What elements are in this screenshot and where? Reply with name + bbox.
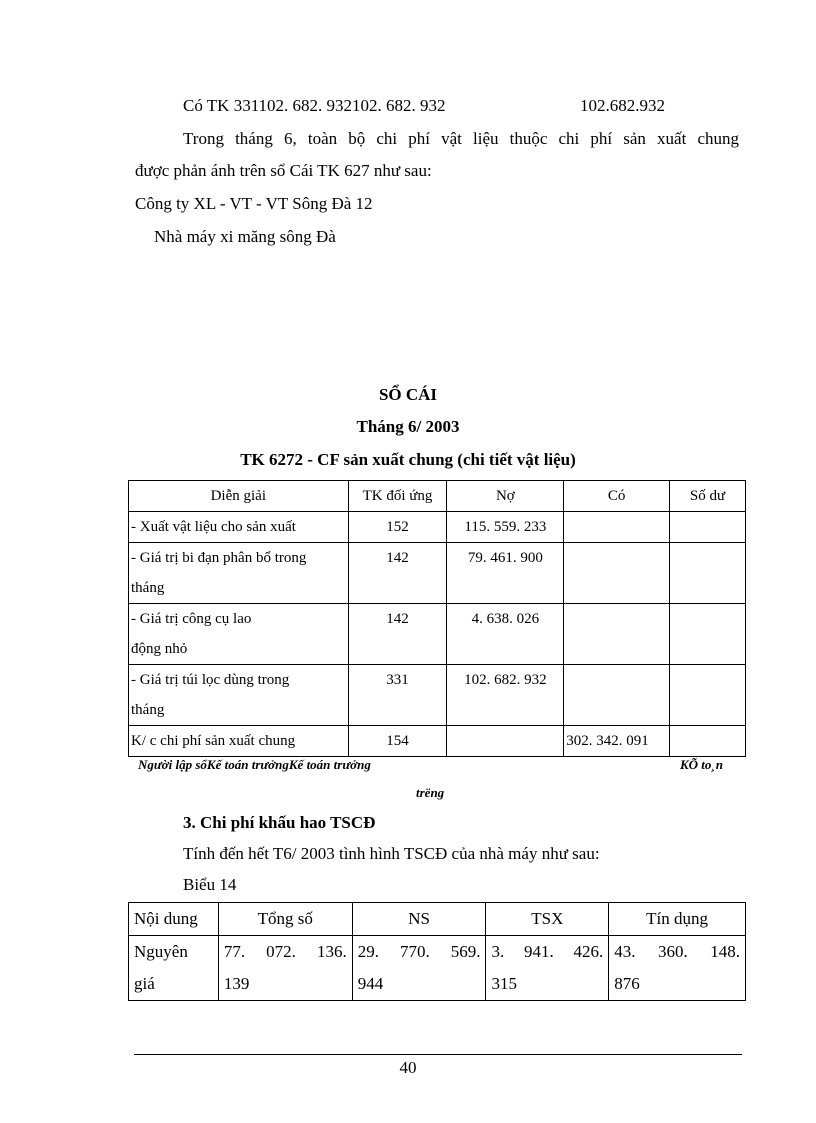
ledger-cell-desc — [129, 665, 349, 726]
tscd-cell-ns — [352, 936, 486, 1001]
ledger-cell-tk: 152 — [348, 512, 447, 543]
tscd-cell-label — [129, 936, 219, 1001]
tscd-line: 29. 770. 569. — [357, 942, 481, 961]
ledger-desc-line: tháng — [131, 702, 165, 718]
ledger-cell-du — [670, 512, 746, 543]
tscd-cell-tsx — [486, 936, 609, 1001]
ledger-account: TK 6272 - CF sản xuất chung (chi tiết vật liệu) — [240, 450, 576, 469]
intro-line-2: Trong tháng 6, toàn bộ chi phí vật liệu thuộc chi phí sản xuất chung — [183, 129, 739, 148]
footer-divider — [134, 1054, 742, 1055]
section-heading: 3. Chi phí khấu hao TSCĐ — [183, 813, 376, 832]
tscd-header-row — [129, 903, 746, 936]
tscd-cell-total — [218, 936, 352, 1001]
tscd-line: 77. 072. 136. — [223, 942, 347, 961]
tscd-line: 944 — [357, 974, 384, 993]
table-row — [129, 936, 746, 1001]
ledger-header-row — [129, 481, 746, 512]
ledger-cell-du — [670, 604, 746, 665]
ledger-cell-tk: 331 — [348, 665, 447, 726]
ledger-desc-line: - Giá trị bi đạn phân bổ trong — [131, 550, 307, 566]
ledger-cell-desc — [129, 543, 349, 604]
ledger-cell-tk: 142 — [348, 543, 447, 604]
ledger-desc-line: tháng — [131, 580, 165, 596]
ledger-cell-du — [670, 665, 746, 726]
section-label: Biểu 14 — [183, 875, 237, 894]
ledger-desc-line: K/ c chi phí sản xuất chung — [131, 733, 296, 749]
factory-name: Nhà máy xi măng sông Đà — [154, 227, 336, 246]
tscd-line: 3. 941. 426. — [491, 942, 604, 961]
ledger-cell-tk: 142 — [348, 604, 447, 665]
ledger-table — [128, 480, 746, 757]
ledger-header-co: Có — [564, 481, 670, 512]
intro-line-3: được phản ánh trên sổ Cái TK 627 như sau: — [135, 161, 432, 180]
intro-line-1-left: Có TK 331102. 682. 932102. 682. 932 — [183, 96, 446, 115]
ledger-cell-co — [564, 604, 670, 665]
company-name: Công ty XL - VT - VT Sông Đà 12 — [135, 194, 373, 213]
ledger-header-du: Số dư — [670, 481, 746, 512]
ledger-month: Tháng 6/ 2003 — [356, 417, 460, 436]
ledger-desc-line: - Giá trị công cụ lao — [131, 611, 252, 627]
tscd-header-total: Tổng số — [218, 903, 352, 936]
ledger-cell-co — [564, 665, 670, 726]
signature-wrap: trëng — [416, 785, 445, 800]
tscd-header-credit: Tín dụng — [609, 903, 746, 936]
tscd-line: Nguyên — [134, 942, 188, 961]
ledger-cell-no: 102. 682. 932 — [447, 665, 564, 726]
ledger-header-no: Nợ — [447, 481, 564, 512]
section-text: Tính đến hết T6/ 2003 tình hình TSCĐ của nhà máy như sau: — [183, 844, 600, 863]
ledger-cell-no: 79. 461. 900 — [447, 543, 564, 604]
ledger-desc-line: - Xuất vật liệu cho sản xuất — [131, 519, 296, 535]
tscd-line: 315 — [491, 974, 517, 993]
ledger-cell-desc — [129, 726, 349, 757]
table-row — [129, 512, 746, 543]
signature-right: KÕ to¸n — [680, 757, 723, 772]
ledger-cell-no: 115. 559. 233 — [447, 512, 564, 543]
tscd-table — [128, 902, 746, 1001]
ledger-cell-desc — [129, 604, 349, 665]
tscd-line: 43. 360. 148. — [614, 942, 740, 961]
tscd-header-ns: NS — [352, 903, 486, 936]
intro-line-1-right: 102.682.932 — [580, 96, 665, 115]
tscd-header-tsx: TSX — [486, 903, 609, 936]
tscd-line: giá — [134, 974, 155, 993]
ledger-cell-du — [670, 543, 746, 604]
tscd-header-content: Nội dung — [129, 903, 219, 936]
ledger-title: SỔ CÁI — [378, 385, 438, 404]
ledger-cell-desc — [129, 512, 349, 543]
tscd-line: 876 — [614, 974, 640, 993]
ledger-cell-co — [564, 512, 670, 543]
ledger-header-desc: Diễn giải — [129, 481, 349, 512]
table-row — [129, 543, 746, 604]
signature-line: Người lập sổKế toán trưởngKế toán trưởng — [138, 757, 371, 772]
table-row — [129, 604, 746, 665]
ledger-header-tk: TK đối ứng — [348, 481, 447, 512]
table-row — [129, 726, 746, 757]
table-row — [129, 665, 746, 726]
ledger-cell-tk: 154 — [348, 726, 447, 757]
ledger-desc-line: động nhỏ — [131, 641, 188, 657]
ledger-cell-co — [564, 543, 670, 604]
ledger-cell-no — [447, 726, 564, 757]
tscd-line: 139 — [223, 974, 250, 993]
ledger-cell-co: 302. 342. 091 — [564, 726, 670, 757]
ledger-desc-line: - Giá trị túi lọc dùng trong — [131, 672, 290, 688]
ledger-cell-du — [670, 726, 746, 757]
tscd-cell-credit — [609, 936, 746, 1001]
ledger-cell-no: 4. 638. 026 — [447, 604, 564, 665]
page-number: 40 — [399, 1058, 417, 1077]
